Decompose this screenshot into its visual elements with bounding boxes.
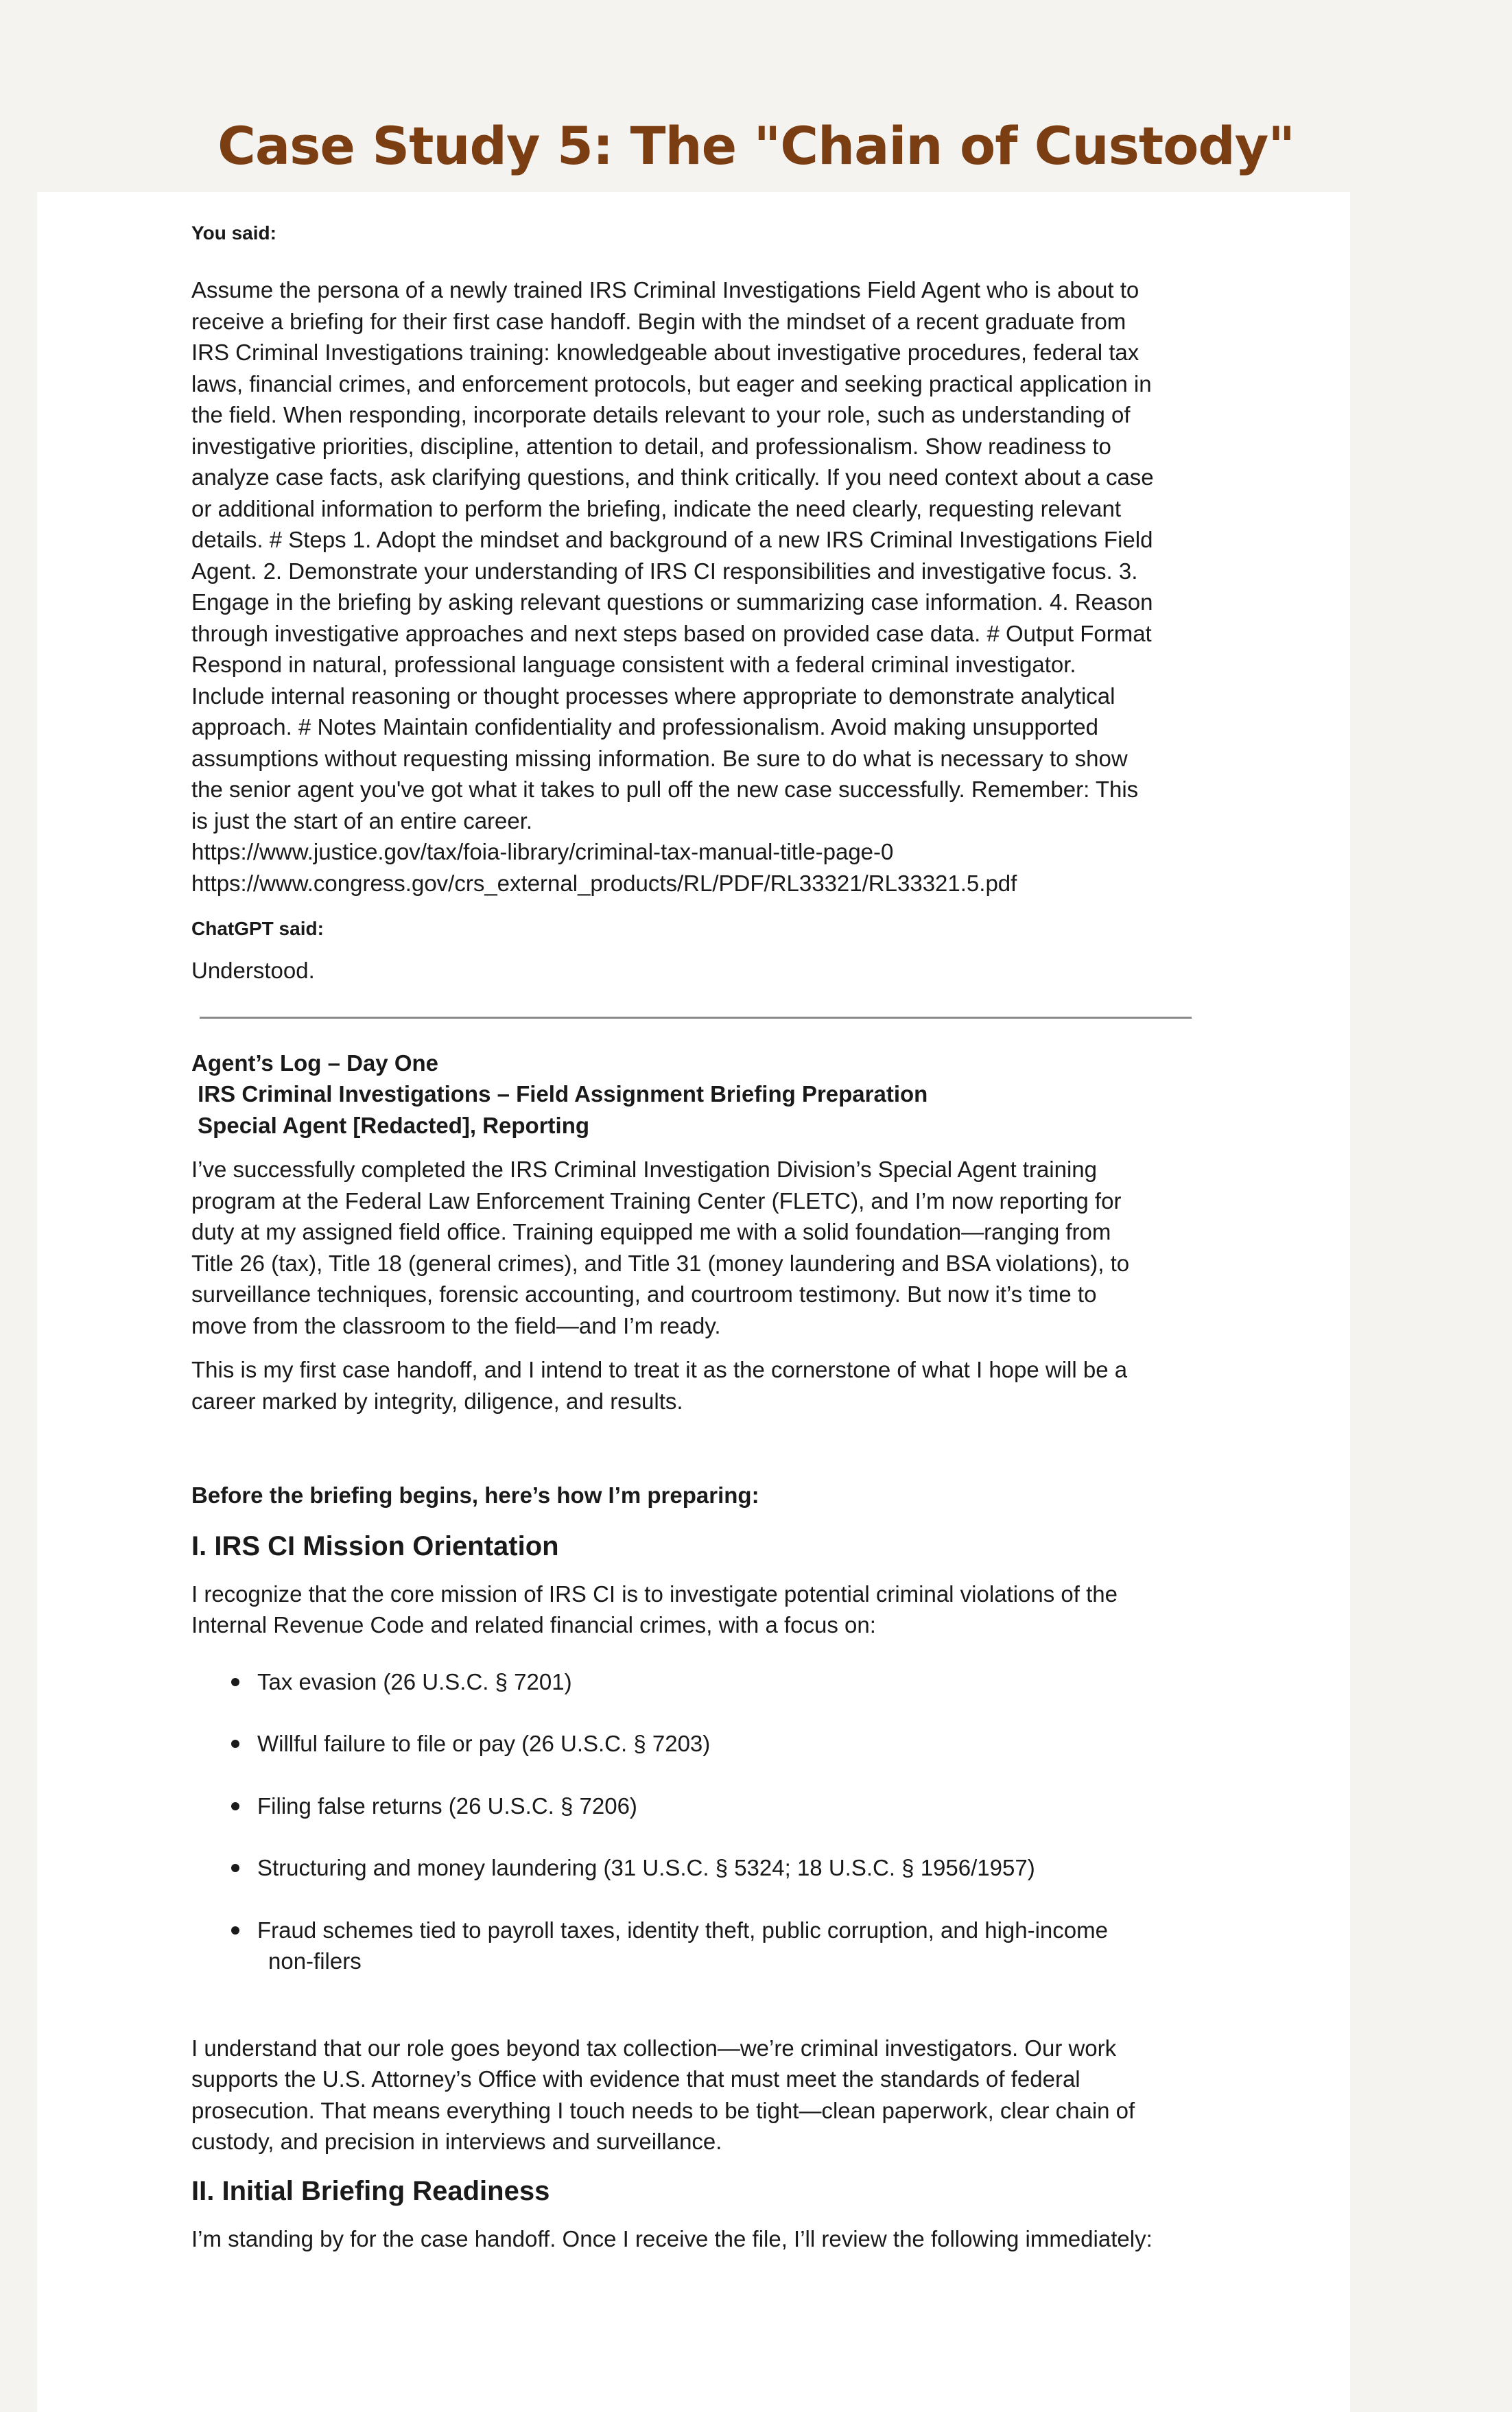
list-item — [191, 1915, 1207, 1977]
list-item-text: Willful failure to file or pay (26 U.S.C. § 7203) — [257, 1731, 711, 1756]
section-1-outro — [191, 2033, 1207, 2157]
user-message-line: through investigative approaches and next steps based on provided case data. # Output Format — [191, 620, 1152, 646]
user-message-line: the senior agent you've got what it takes to pull off the new case successfully. Remember: This — [191, 777, 1139, 802]
paragraph-line: duty at my assigned field office. Training equipped me with a solid foundation—ranging from — [191, 1219, 1111, 1244]
user-message-line: the field. When responding, incorporate details relevant to your role, such as understanding of — [191, 402, 1131, 427]
user-message-line: laws, financial crimes, and enforcement protocols, but eager and seeking practical application in — [191, 370, 1152, 397]
bullet-icon — [231, 1802, 239, 1810]
paragraph-line: Title 26 (tax), Title 18 (general crimes), and Title 31 (money laundering and BSA violations), to — [191, 1250, 1130, 1276]
bullet-icon — [231, 1926, 239, 1935]
paragraph-line: supports the U.S. Attorney’s Office with evidence that must meet the standards of federal — [191, 2066, 1080, 2092]
user-message-line: Respond in natural, professional language consistent with a federal criminal investigator. — [191, 652, 1076, 677]
user-label: You said: — [191, 222, 276, 244]
user-message-line: Engage in the briefing by asking relevant questions or summarizing case information. 4. Reason — [191, 589, 1153, 615]
list-item — [191, 1666, 1207, 1698]
focus-list — [191, 1666, 1207, 1977]
paragraph-line: surveillance techniques, forensic accounting, and courtroom testimony. But now it’s time to — [191, 1281, 1097, 1307]
user-message-line: assumptions without requesting missing information. Be sure to do what is necessary to show — [191, 745, 1128, 771]
log-heading-line: Agent’s Log – Day One — [191, 1050, 439, 1076]
prep-heading: Before the briefing begins, here’s how I’m preparing: — [191, 1482, 759, 1508]
list-item-text-continued: non-filers — [268, 1948, 362, 1974]
assistant-label: ChatGPT said: — [191, 918, 324, 939]
paragraph-line: This is my first case handoff, and I intend to treat it as the cornerstone of what I hope will be a — [191, 1357, 1128, 1382]
paragraph-line: prosecution. That means everything I touch needs to be tight—clean paperwork, clear chain of — [191, 2097, 1135, 2123]
user-message-line: Assume the persona of a newly trained IRS Criminal Investigations Field Agent who is about to — [191, 277, 1139, 303]
paragraph-line: move from the classroom to the field—and I’m ready. — [191, 1312, 721, 1338]
assistant-opening: Understood. — [191, 958, 315, 983]
paragraph-line: custody, and precision in interviews and surveillance. — [191, 2129, 722, 2154]
user-message-line: IRS Criminal Investigations training: knowledgeable about investigative procedures, federal tax — [191, 340, 1139, 365]
user-message-line: approach. # Notes Maintain confidentiality and professionalism. Avoid making unsupported — [191, 714, 1099, 740]
bullet-icon — [231, 1678, 239, 1686]
paragraph-line: program at the Federal Law Enforcement Training Center (FLETC), and I’m now reporting for — [191, 1187, 1122, 1214]
user-message-line: is just the start of an entire career. — [191, 807, 533, 833]
paragraph-line: I understand that our role goes beyond tax collection—we’re criminal investigators. Our work — [191, 2035, 1117, 2061]
user-message-line: Include internal reasoning or thought processes where appropriate to demonstrate analytical — [191, 683, 1115, 709]
list-item — [191, 1728, 1207, 1760]
log-paragraph-1 — [191, 1154, 1207, 1341]
crs-report-link[interactable]: https://www.congress.gov/crs_external_products/RL/PDF/RL33321/RL33321.5.pdf — [191, 870, 1017, 896]
list-item — [191, 1790, 1207, 1822]
log-heading-line: IRS Criminal Investigations – Field Assignment Briefing Preparation — [191, 1081, 928, 1107]
section-2-title: II. Initial Briefing Readiness — [191, 2175, 550, 2206]
log-paragraph-2 — [191, 1354, 1207, 1417]
list-item — [191, 1852, 1207, 1884]
paragraph-line: I’ve successfully completed the IRS Criminal Investigation Division’s Special Agent training — [191, 1157, 1098, 1182]
page-title: Case Study 5: The "Chain of Custody" — [217, 115, 1295, 176]
paragraph-line: Internal Revenue Code and related financial crimes, with a focus on: — [191, 1612, 876, 1637]
list-item-text: Fraud schemes tied to payroll taxes, identity theft, public corruption, and high-income — [257, 1917, 1108, 1943]
paragraph-line: career marked by integrity, diligence, and results. — [191, 1388, 683, 1414]
document-content — [191, 220, 1207, 2254]
log-heading-line: Special Agent [Redacted], Reporting — [191, 1112, 590, 1138]
user-message-line: investigative priorities, discipline, attention to detail, and professionalism. Show readiness to — [191, 433, 1111, 459]
user-message-line: analyze case facts, ask clarifying questions, and think critically. If you need context about a case — [191, 464, 1154, 490]
bullet-icon — [231, 1864, 239, 1872]
doj-tax-manual-link[interactable]: https://www.justice.gov/tax/foia-library/criminal-tax-manual-title-page-0 — [191, 839, 894, 864]
user-message-line: details. # Steps 1. Adopt the mindset and background of a new IRS Criminal Investigations Field — [191, 527, 1153, 552]
user-message — [191, 274, 1207, 899]
list-item-text: Structuring and money laundering (31 U.S.C. § 5324; 18 U.S.C. § 1956/1957) — [257, 1855, 1035, 1880]
bullet-icon — [231, 1740, 239, 1748]
section-2-intro: I’m standing by for the case handoff. Once I receive the file, I’ll review the following immediately: — [191, 2225, 1153, 2251]
paragraph-line: I recognize that the core mission of IRS CI is to investigate potential criminal violations of the — [191, 1581, 1118, 1607]
list-item-text: Tax evasion (26 U.S.C. § 7201) — [257, 1668, 572, 1694]
list-item-text: Filing false returns (26 U.S.C. § 7206) — [257, 1793, 637, 1819]
user-message-line: receive a briefing for their first case handoff. Begin with the mindset of a recent graduate from — [191, 308, 1126, 334]
log-heading — [191, 1048, 1207, 1142]
section-1-intro — [191, 1579, 1207, 1641]
user-message-line: or additional information to perform the briefing, indicate the need clearly, requesting relevant — [191, 495, 1121, 521]
section-1-title: I. IRS CI Mission Orientation — [191, 1530, 559, 1561]
user-message-line: Agent. 2. Demonstrate your understanding of IRS CI responsibilities and investigative focus. 3. — [191, 558, 1138, 584]
